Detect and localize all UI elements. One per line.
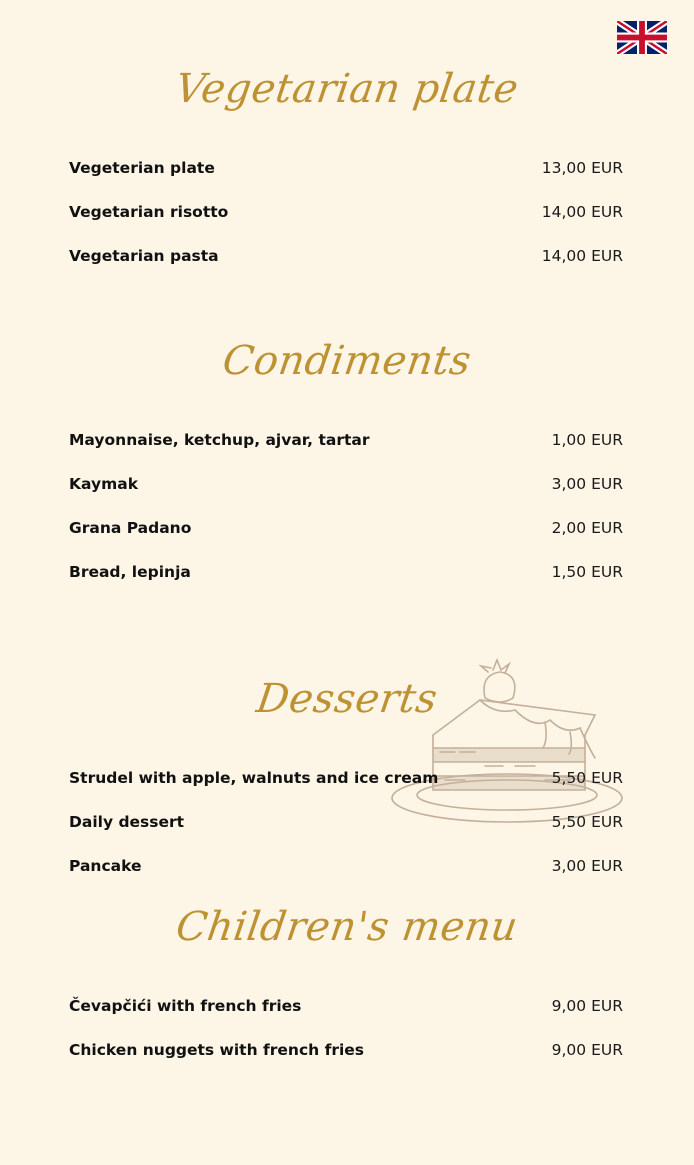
menu-item-price: 9,00 EUR — [551, 997, 623, 1015]
menu-item-row — [69, 1038, 623, 1062]
menu-item-price: 1,50 EUR — [551, 563, 623, 581]
menu-item-price: 3,00 EUR — [551, 857, 623, 875]
menu-item-row — [69, 156, 623, 180]
menu-item-name: Mayonnaise, ketchup, ajvar, tartar — [69, 431, 370, 449]
section-title-childrens-menu: Children's menu — [173, 904, 521, 950]
menu-item-name: Daily dessert — [69, 813, 185, 831]
menu-item-name: Chicken nuggets with french fries — [69, 1041, 365, 1059]
menu-item-price: 3,00 EUR — [551, 475, 623, 493]
menu-item-name: Vegeterian plate — [69, 159, 215, 177]
menu-item-name: Kaymak — [69, 475, 139, 493]
menu-item-price: 9,00 EUR — [551, 1041, 623, 1059]
menu-item-name: Vegetarian pasta — [69, 247, 219, 265]
menu-item-price: 14,00 EUR — [541, 203, 623, 221]
menu-item-name: Grana Padano — [69, 519, 192, 537]
section-title-desserts: Desserts — [253, 676, 441, 722]
menu-item-row — [69, 200, 623, 224]
menu-item-price: 2,00 EUR — [551, 519, 623, 537]
menu-item-price: 1,00 EUR — [551, 431, 623, 449]
section-title-vegetarian: Vegetarian plate — [172, 66, 522, 112]
menu-item-name: Čevapčići with french fries — [69, 997, 302, 1015]
menu-item-row — [69, 428, 623, 452]
menu-item-row — [69, 810, 623, 834]
menu-item-price: 5,50 EUR — [551, 769, 623, 787]
menu-item-price: 14,00 EUR — [541, 247, 623, 265]
menu-item-price: 5,50 EUR — [551, 813, 623, 831]
menu-item-name: Strudel with apple, walnuts and ice cream — [69, 769, 439, 787]
menu-item-price: 13,00 EUR — [541, 159, 623, 177]
menu-item-name: Bread, lepinja — [69, 563, 191, 581]
menu-item-row — [69, 472, 623, 496]
section-title-condiments: Condiments — [219, 338, 475, 384]
menu-item-name: Vegetarian risotto — [69, 203, 229, 221]
menu-item-row — [69, 994, 623, 1018]
menu-item-row — [69, 854, 623, 878]
menu-item-row — [69, 516, 623, 540]
uk-flag-icon[interactable] — [617, 21, 667, 54]
menu-item-name: Pancake — [69, 857, 142, 875]
menu-item-row — [69, 244, 623, 268]
menu-item-row — [69, 560, 623, 584]
menu-item-row — [69, 766, 623, 790]
